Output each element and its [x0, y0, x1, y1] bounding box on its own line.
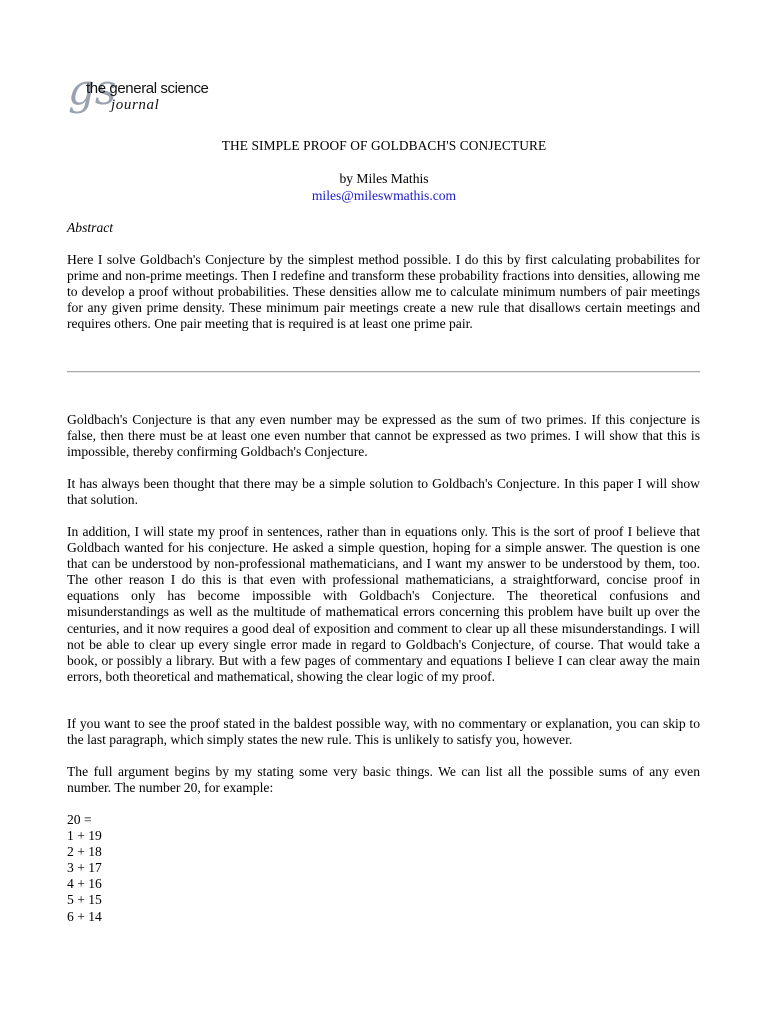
sum-line: 2 + 18 [67, 844, 102, 860]
logo-line1: the general science [86, 80, 209, 97]
body-paragraph-1: Goldbach's Conjecture is that any even number may be expressed as the sum of two primes. If this conjecture is false, then there must be at least one even number that cannot be expressed as two primes. I will show that this is impossible, thereby confirming Goldbach's Conjecture. [67, 412, 700, 460]
body-paragraph-3: In addition, I will state my proof in sentences, rather than in equations only. This is the sort of proof I believe that Goldbach wanted for his conjecture. He asked a simple question, hoping for a simple answer. The question is one that can be understood by non-professional mathematicians, and I want my answer to be understood by them, too. The other reason I do this is that even with professional mathematicians, a straightforward, concise proof in equations only has become impossible with Goldbach's Conjecture. The theoretical confusions and misunderstandings as well as the multitude of mathematical errors concerning this problem have built up over the centuries, and it now requires a good deal of exposition and comment to clear up all these misunderstandings. I will not be able to clear up every single error made in regard to Goldbach's Conjecture, of course. That would take a book, or possibly a library. But with a few pages of commentary and equations I believe I can clear away the main errors, both theoretical and mathematical, showing the clear logic of my proof. [67, 524, 700, 684]
abstract-heading: Abstract [67, 220, 114, 235]
body-paragraph-2: It has always been thought that there may be a simple solution to Goldbach's Conjecture. In this paper I will show that solution. [67, 476, 700, 508]
journal-logo-graphic [67, 66, 243, 118]
journal-logo [67, 66, 243, 118]
logo-line2: journal [111, 97, 160, 113]
logo-monogram: gs [68, 66, 117, 114]
body-paragraph-4: If you want to see the proof stated in the baldest possible way, with no commentary or explanation, you can skip to the last paragraph, which simply states the new rule. This is unlikely to satisfy you, however. [67, 716, 700, 748]
sum-line: 3 + 17 [67, 860, 102, 876]
body-paragraph-5: The full argument begins by my stating some very basic things. We can list all the possible sums of any even number. The number 20, for example: [67, 764, 700, 796]
sum-line: 6 + 14 [67, 908, 102, 924]
sum-line: 20 = [67, 812, 92, 827]
abstract-text: Here I solve Goldbach's Conjecture by the simplest method possible. I do this by first calculating probabilites for prime and non-prime meetings. Then I redefine and transform these probability fractions into densities, allowing me to develop a proof without probabilities. These densities allow me to calculate minimum numbers of pair meetings for any given prime density. These minimum pair meetings create a new rule that disallows certain meetings and requires others. One pair meeting that is required is at least one prime pair. [67, 252, 700, 332]
paper-title: THE SIMPLE PROOF OF GOLDBACH'S CONJECTURE [221, 138, 547, 153]
author-email-link[interactable]: miles@mileswmathis.com [311, 188, 457, 203]
sum-line: 1 + 19 [67, 828, 102, 844]
section-divider [67, 371, 700, 373]
sum-line: 4 + 16 [67, 876, 102, 892]
author-byline: by Miles Mathis [339, 171, 429, 186]
sum-line: 5 + 15 [67, 892, 102, 908]
sums-list [67, 812, 102, 925]
